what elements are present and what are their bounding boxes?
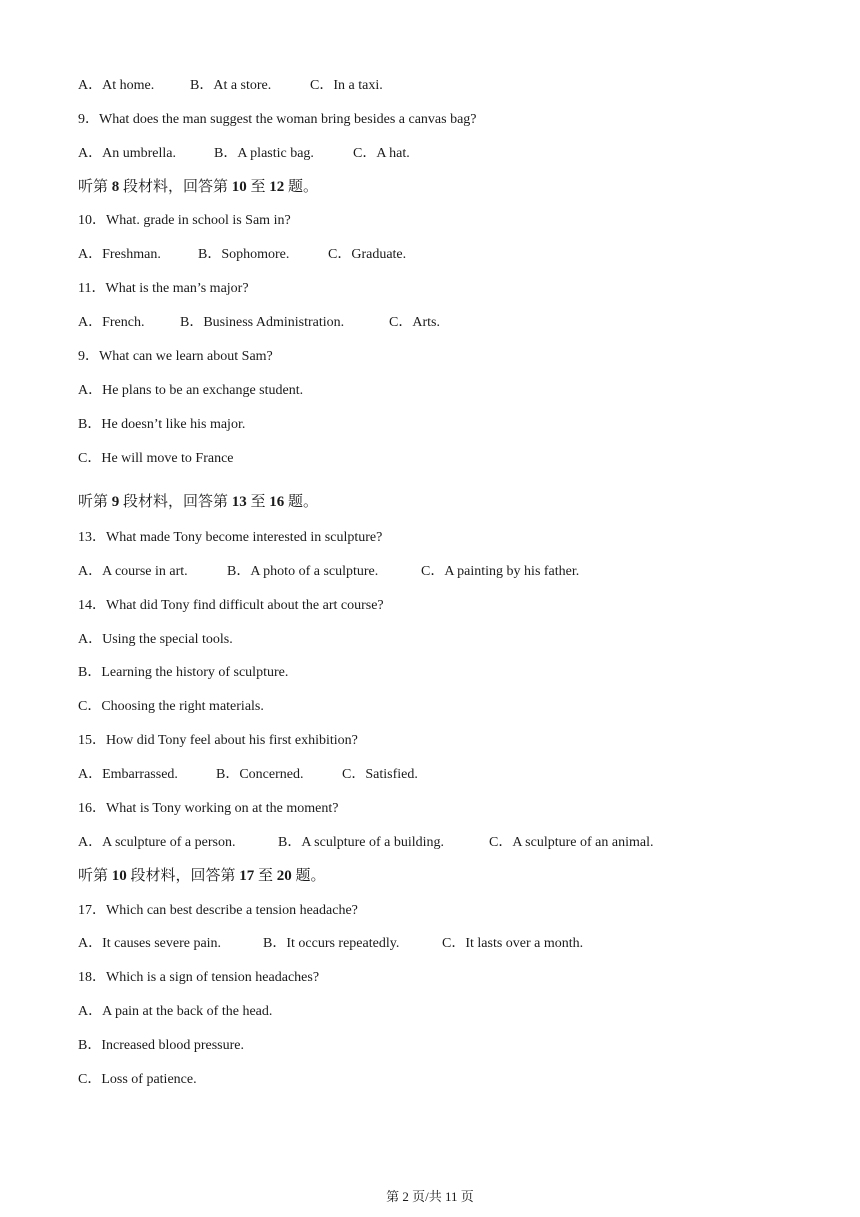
answer-option: C．Satisfied. — [342, 767, 418, 782]
section-number: 12 — [269, 179, 285, 195]
section-number: 9 — [111, 494, 120, 510]
section-text: 题。 — [291, 868, 326, 884]
answer-option: C．He will move to France — [78, 451, 234, 466]
answer-option: B．Business Administration. — [180, 315, 345, 330]
answer-option: A．An umbrella. — [78, 146, 176, 161]
section-text: 题。 — [284, 494, 319, 510]
section-text: 至 — [246, 494, 270, 510]
answer-option: A．It causes severe pain. — [78, 936, 222, 951]
section-number: 16 — [269, 494, 285, 510]
question-text: 9．What does the man suggest the woman bring besides a canvas bag? — [78, 112, 477, 127]
answer-option: C．A sculpture of an animal. — [489, 835, 654, 850]
section-text: 至 — [254, 868, 277, 884]
question-text: 11．What is the man’s major? — [78, 281, 249, 296]
answer-option: A．A sculpture of a person. — [78, 835, 236, 850]
answer-option: C．In a taxi. — [310, 78, 383, 93]
answer-option: B．Learning the history of sculpture. — [78, 665, 289, 680]
section-number: 20 — [276, 868, 292, 884]
question-text: 13．What made Tony become interested in sculpture? — [78, 530, 383, 545]
section-text: 段材料，回答第 — [126, 868, 240, 884]
answer-option: A．Embarrassed. — [78, 767, 178, 782]
answer-option: A．He plans to be an exchange student. — [78, 383, 304, 398]
section-instruction — [78, 178, 318, 196]
answer-option: B．A photo of a sculpture. — [227, 564, 379, 579]
answer-option: A．At home. — [78, 78, 155, 93]
question-text: 10．What. grade in school is Sam in? — [78, 213, 291, 228]
section-text: 听第 — [78, 868, 112, 884]
answer-option: C．Loss of patience. — [78, 1072, 197, 1087]
section-number: 17 — [239, 868, 255, 884]
answer-option: B．Concerned. — [216, 767, 304, 782]
answer-option: C．It lasts over a month. — [442, 936, 584, 951]
section-instruction — [78, 867, 326, 885]
section-number: 10 — [231, 179, 247, 195]
question-text: 15．How did Tony feel about his first exhibition? — [78, 733, 358, 748]
answer-option: C．A hat. — [353, 146, 410, 161]
answer-option: C．Choosing the right materials. — [78, 699, 264, 714]
answer-option: B．Sophomore. — [198, 247, 290, 262]
page-footer: 第 2 页/共 11 页 — [386, 1189, 474, 1204]
section-text: 段材料，回答第 — [119, 179, 232, 195]
answer-option: A．A pain at the back of the head. — [78, 1004, 273, 1019]
section-text: 听第 — [78, 179, 112, 195]
question-text: 16．What is Tony working on at the moment? — [78, 801, 339, 816]
section-text: 题。 — [284, 179, 319, 195]
answer-option: A．Using the special tools. — [78, 632, 233, 647]
section-instruction — [78, 493, 318, 511]
answer-option: B．He doesn’t like his major. — [78, 417, 246, 432]
answer-option: C．A painting by his father. — [421, 564, 580, 579]
answer-option: B．Increased blood pressure. — [78, 1038, 245, 1053]
section-text: 至 — [246, 179, 270, 195]
answer-option: C．Graduate. — [328, 247, 407, 262]
answer-option: B．At a store. — [190, 78, 272, 93]
question-text: 17．Which can best describe a tension headache? — [78, 903, 358, 918]
section-number: 8 — [111, 179, 120, 195]
answer-option: A．Freshman. — [78, 247, 161, 262]
answer-option: A．A course in art. — [78, 564, 188, 579]
section-number: 10 — [111, 868, 127, 884]
question-text: 18．Which is a sign of tension headaches? — [78, 970, 320, 985]
section-number: 13 — [231, 494, 247, 510]
section-text: 段材料，回答第 — [119, 494, 232, 510]
question-text: 9．What can we learn about Sam? — [78, 349, 273, 364]
answer-option: B．A plastic bag. — [214, 146, 314, 161]
question-text: 14．What did Tony find difficult about the art course? — [78, 598, 384, 613]
answer-option: B．A sculpture of a building. — [278, 835, 445, 850]
answer-option: C．Arts. — [389, 315, 440, 330]
answer-option: B．It occurs repeatedly. — [263, 936, 400, 951]
section-text: 听第 — [78, 494, 112, 510]
answer-option: A．French. — [78, 315, 145, 330]
